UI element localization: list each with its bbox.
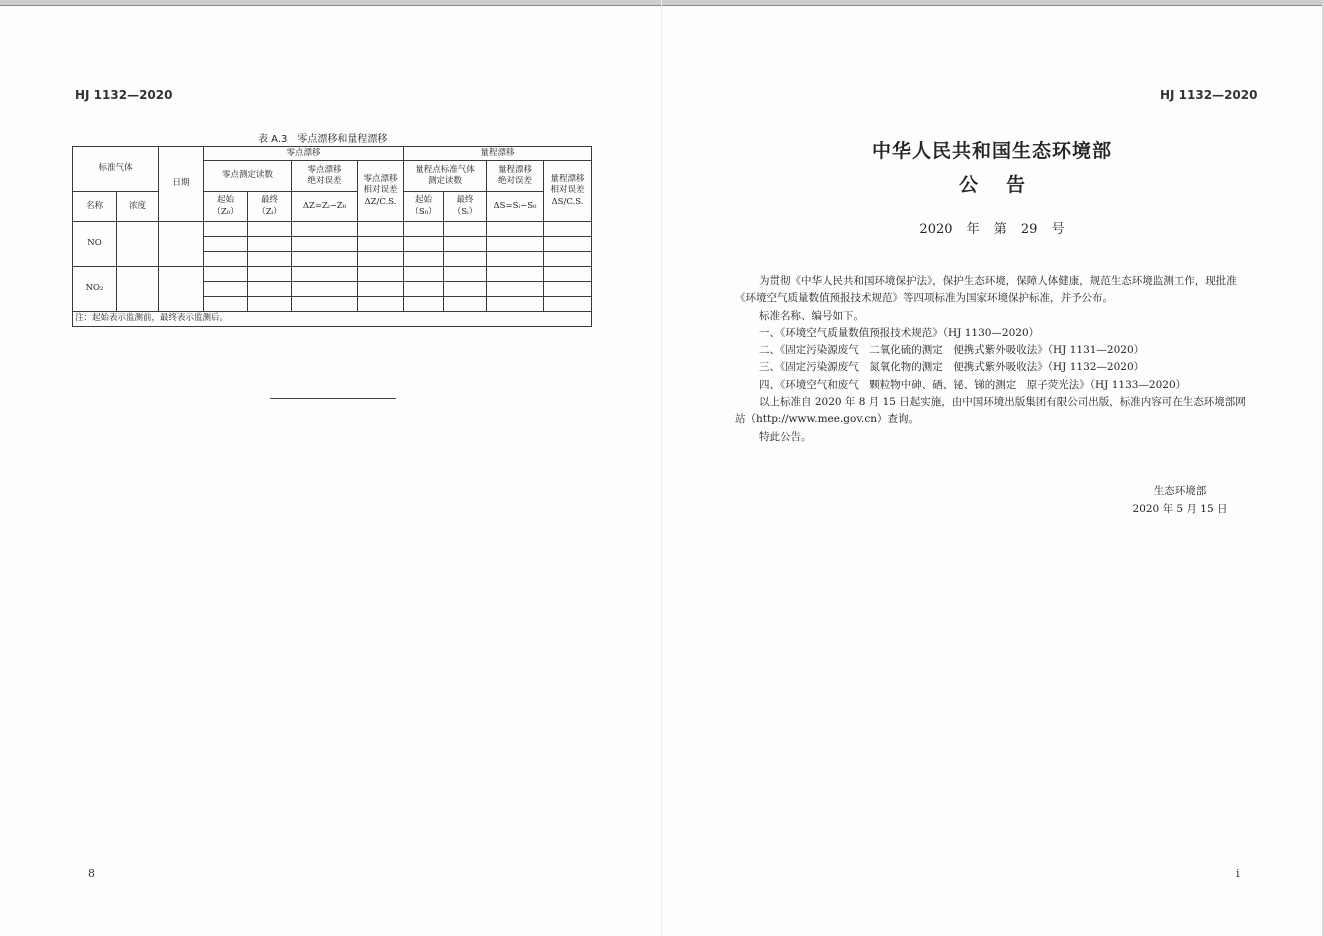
notice-body: [735, 273, 1253, 446]
table-row: [73, 222, 592, 237]
gas-conc-cell: [117, 267, 159, 312]
left-page-header: HJ 1132—2020: [75, 88, 173, 102]
paragraph: 为贯彻《中华人民共和国环境保护法》，保护生态环境，保障人体健康，规范生态环境监测工作，现批准《环境空气质量数值预报技术规范》等四项标准为国家环境保护标准，并予公布。: [735, 275, 1237, 305]
header-ds: ΔS=Sᵢ−S₀: [487, 192, 544, 222]
standard-item: 四、《环境空气和废气 颗粒物中砷、硒、铋、锑的测定 原子荧光法》（HJ 1133—2020）: [759, 378, 1187, 391]
header-date: 日期: [159, 147, 204, 222]
scan-top-line: [0, 5, 1324, 6]
header-dz: ΔZ=Zᵢ−Z₀: [292, 192, 358, 222]
header-zero-rel: 零点漂移 相对误差 ΔZ/C.S.: [358, 161, 404, 222]
header-zero-abs: 零点漂移 绝对误差: [292, 161, 358, 192]
gas-name-no: NO: [73, 222, 117, 267]
signature-date: 2020 年 5 月 15 日: [1132, 503, 1228, 515]
signature: 生态环境部: [1153, 485, 1207, 497]
gas-conc-cell: [117, 222, 159, 267]
standard-item: 三、《固定污染源废气 氮氧化物的测定 便携式紫外吸收法》（HJ 1132—2020）: [759, 361, 1145, 374]
issue-number: 2020 年 第 29 号: [919, 222, 1065, 237]
drift-table: [72, 146, 592, 327]
paragraph: 特此公告。: [759, 430, 812, 443]
header-span-start: 起始 （S₀）: [404, 192, 444, 222]
paragraph: 以上标准自 2020 年 8 月 15 日起实施，由中国环境出版集团有限公司出版，标准内容可在生态环境部网站（http://www.mee.gov.cn）查询。: [735, 396, 1246, 426]
header-conc: 浓度: [117, 192, 159, 222]
header-span-rel: 量程漂移 相对误差 ΔS/C.S.: [544, 161, 592, 222]
header-span-abs: 量程漂移 绝对误差: [487, 161, 544, 192]
ministry-title: 中华人民共和国生态环境部: [871, 140, 1112, 162]
table-row: [73, 267, 592, 282]
paragraph: 标准名称、编号如下。: [759, 309, 864, 322]
header-std-gas: 标准气体: [73, 147, 159, 192]
date-cell: [159, 267, 204, 312]
right-page-header: HJ 1132—2020: [1160, 88, 1258, 102]
notice-title: 公告: [958, 174, 1053, 196]
end-rule: [270, 398, 396, 399]
page-fold: [661, 0, 662, 936]
header-zero-drift: 零点漂移: [204, 147, 404, 161]
header-zero-reading: 零点测定读数: [204, 161, 292, 192]
date-cell: [159, 222, 204, 267]
table-note: 注：起始表示监测前，最终表示监测后。: [73, 312, 592, 327]
header-name: 名称: [73, 192, 117, 222]
left-page-number: 8: [88, 867, 95, 880]
table-title: 表 A.3 零点漂移和量程漂移: [258, 134, 388, 145]
right-page-number: i: [1236, 867, 1240, 880]
header-span-end: 最终 （Sᵢ）: [444, 192, 487, 222]
header-span-drift: 量程漂移: [404, 147, 592, 161]
standard-item: 二、《固定污染源废气 二氧化硫的测定 便携式紫外吸收法》（HJ 1131—2020）: [759, 344, 1145, 357]
header-span-reading: 量程点标准气体 测定读数: [404, 161, 487, 192]
header-zero-start: 起始 （Z₀）: [204, 192, 248, 222]
gas-name-no2: NO₂: [73, 267, 117, 312]
standard-item: 一、《环境空气质量数值预报技术规范》（HJ 1130—2020）: [759, 326, 1040, 339]
header-zero-end: 最终 （Zᵢ）: [248, 192, 292, 222]
